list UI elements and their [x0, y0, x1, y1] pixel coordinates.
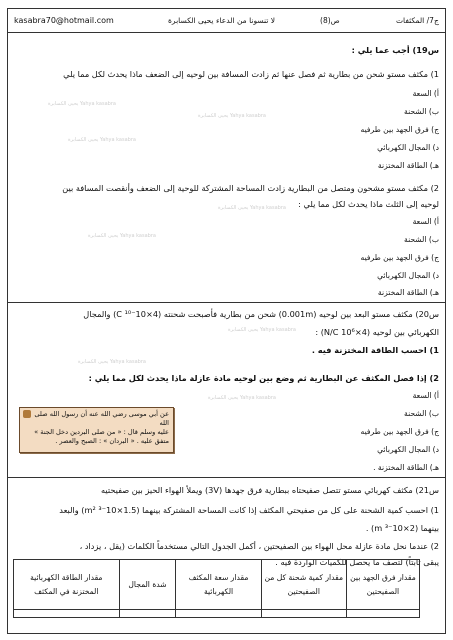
- pin-icon: [23, 410, 31, 418]
- table-answer-cell[interactable]: [176, 610, 261, 618]
- table-answer-row: [14, 610, 420, 618]
- table-answer-cell[interactable]: [346, 610, 419, 618]
- q19-p1-item-d: د) المجال الكهربائي: [377, 143, 439, 152]
- question-19-title: س19) أجب عما يلي :: [351, 45, 439, 55]
- watermark: Yahya kasabra يحيى الكسابرة: [228, 327, 296, 333]
- watermark: Yahya kasabra يحيى الكسابرة: [88, 233, 156, 239]
- table-header-cell: مقدار الطاقة الكهربائية المختزنة في المكثف: [14, 560, 120, 610]
- table-answer-cell[interactable]: [119, 610, 176, 618]
- q21-part1-text-2: بينهما (2×10⁻³ m) .: [365, 523, 439, 533]
- table-header-cell: شدة المجال: [119, 560, 176, 610]
- q21-part1-text-1: 1) احسب كمية الشحنة على كل من صفيحتي المكثف إذا كانت المساحة المشتركة بينهما (1.5×10⁻³ m²) والبعد: [59, 505, 439, 515]
- q21-part2-text-2: يبقى ثابتاً) لتصف ما يحصل للكميات الواردة فيه .: [275, 557, 439, 567]
- watermark: Yahya kasabra يحيى الكسابرة: [48, 101, 116, 107]
- answer-table: [13, 559, 420, 618]
- table-answer-cell[interactable]: [14, 610, 120, 618]
- watermark: Yahya kasabra يحيى الكسابرة: [78, 359, 146, 365]
- section-divider: [8, 477, 445, 478]
- q19-part2-text-1: 2) مكثف مستو مشحون ومتصل من البطارية زادت المساحة المشتركة للوحية إلى الضعف وأنقصت المسافة بين: [62, 183, 439, 193]
- q19-p1-item-e: هـ) الطاقة المختزنة: [377, 161, 439, 170]
- question-20-text-1: س20) مكثف مستو البعد بين لوحيه (0.001m) شحن من بطارية فأصبحت شحنته (4×10⁻¹⁰ C) والمجال: [83, 309, 439, 319]
- email-address: kasabra70@hotmail.com: [14, 16, 114, 25]
- q19-p1-item-c: ج) فرق الجهد بين طرفيه: [360, 125, 439, 134]
- q19-p1-item-b: ب) الشحنة: [404, 107, 439, 116]
- q19-p2-item-d: د) المجال الكهربائي: [377, 271, 439, 280]
- q20-item-c: ج) فرق الجهد بين طرفيه: [360, 427, 439, 436]
- header-slogan: لا تنسونا من الدعاء: [216, 16, 276, 25]
- q19-p1-item-a: أ) السعة: [412, 89, 439, 98]
- q19-p2-item-c: ج) فرق الجهد بين طرفيه: [360, 253, 439, 262]
- q20-item-a: أ) السعة: [412, 391, 439, 400]
- watermark: Yahya kasabra يحيى الكسابرة: [218, 205, 286, 211]
- hadith-note: [19, 407, 174, 453]
- q20-part2: 2) إذا فصل المكثف عن البطارية ثم وضع بين لوحيه مادة عازلة ماذا يحدث لكل مما يلي :: [88, 373, 439, 383]
- q19-part1-text: 1) مكثف مستو شحن من بطارية ثم فصل عنها ثم زادت المسافة بين لوحيه إلى الضعف ماذا يحدث لكل مما يلي: [63, 69, 439, 79]
- q19-p2-item-a: أ) السعة: [412, 217, 439, 226]
- unit-title: ج7/ المكثفات: [396, 16, 439, 25]
- hadith-line-3: متفق عليه . « البردان » : الصبح والعصر .: [55, 437, 169, 445]
- table-header-row: [14, 560, 420, 610]
- page-header: [8, 9, 445, 33]
- section-divider: [8, 302, 445, 303]
- hadith-line-2: عليه وسلم قال : « من صلى البردين دخل الجنة »: [34, 428, 169, 436]
- q19-p2-item-b: ب) الشحنة: [404, 235, 439, 244]
- question-20-text-2: الكهربائي بين لوحيه (4×10⁶ N/C) :: [315, 327, 439, 337]
- table-header-cell: مقدار كمية شحنة كل من الصفيحتين: [261, 560, 346, 610]
- watermark: Yahya kasabra يحيى الكسابرة: [68, 137, 136, 143]
- q20-item-b: ب) الشحنة: [404, 409, 439, 418]
- watermark: Yahya kasabra يحيى الكسابرة: [198, 113, 266, 119]
- q19-part2-text-2: لوحيه إلى الثلث ماذا يحدث لكل مما يلي :: [298, 199, 439, 209]
- table-header-cell: مقدار سعة المكثف الكهربائية: [176, 560, 261, 610]
- author-name: يحيى الكسابرة: [168, 16, 214, 25]
- question-21-text: س21) مكثف كهربائي مستو تتصل صفيحتاه ببطارية فرق جهدها (3V) ويملأ الهواء الحيز بين صفيحتيه: [101, 485, 439, 495]
- hadith-line-1: عن أبي موسى رضي الله عنه أن رسول الله صلى الله: [34, 410, 169, 427]
- table-answer-cell[interactable]: [261, 610, 346, 618]
- q19-p2-item-e: هـ) الطاقة المختزنة: [377, 288, 439, 297]
- page-number: ص(8): [320, 16, 340, 25]
- q20-item-d: د) المجال الكهربائي: [377, 445, 439, 454]
- q20-item-e: هـ) الطاقة المختزنة .: [373, 463, 439, 472]
- q20-part1: 1) احسب الطاقة المختزنة فيه .: [311, 345, 439, 355]
- watermark: Yahya kasabra يحيى الكسابرة: [208, 395, 276, 401]
- worksheet-page: [7, 8, 446, 634]
- q21-part2-text-1: 2) عندما نحل مادة عازلة محل الهواء بين الصفيحتين ، أكمل الجدول التالي مستخدماً الكلمات (يقل ، يزداد ،: [79, 541, 439, 551]
- table-header-cell: مقدار فرق الجهد بين الصفيحتين: [346, 560, 419, 610]
